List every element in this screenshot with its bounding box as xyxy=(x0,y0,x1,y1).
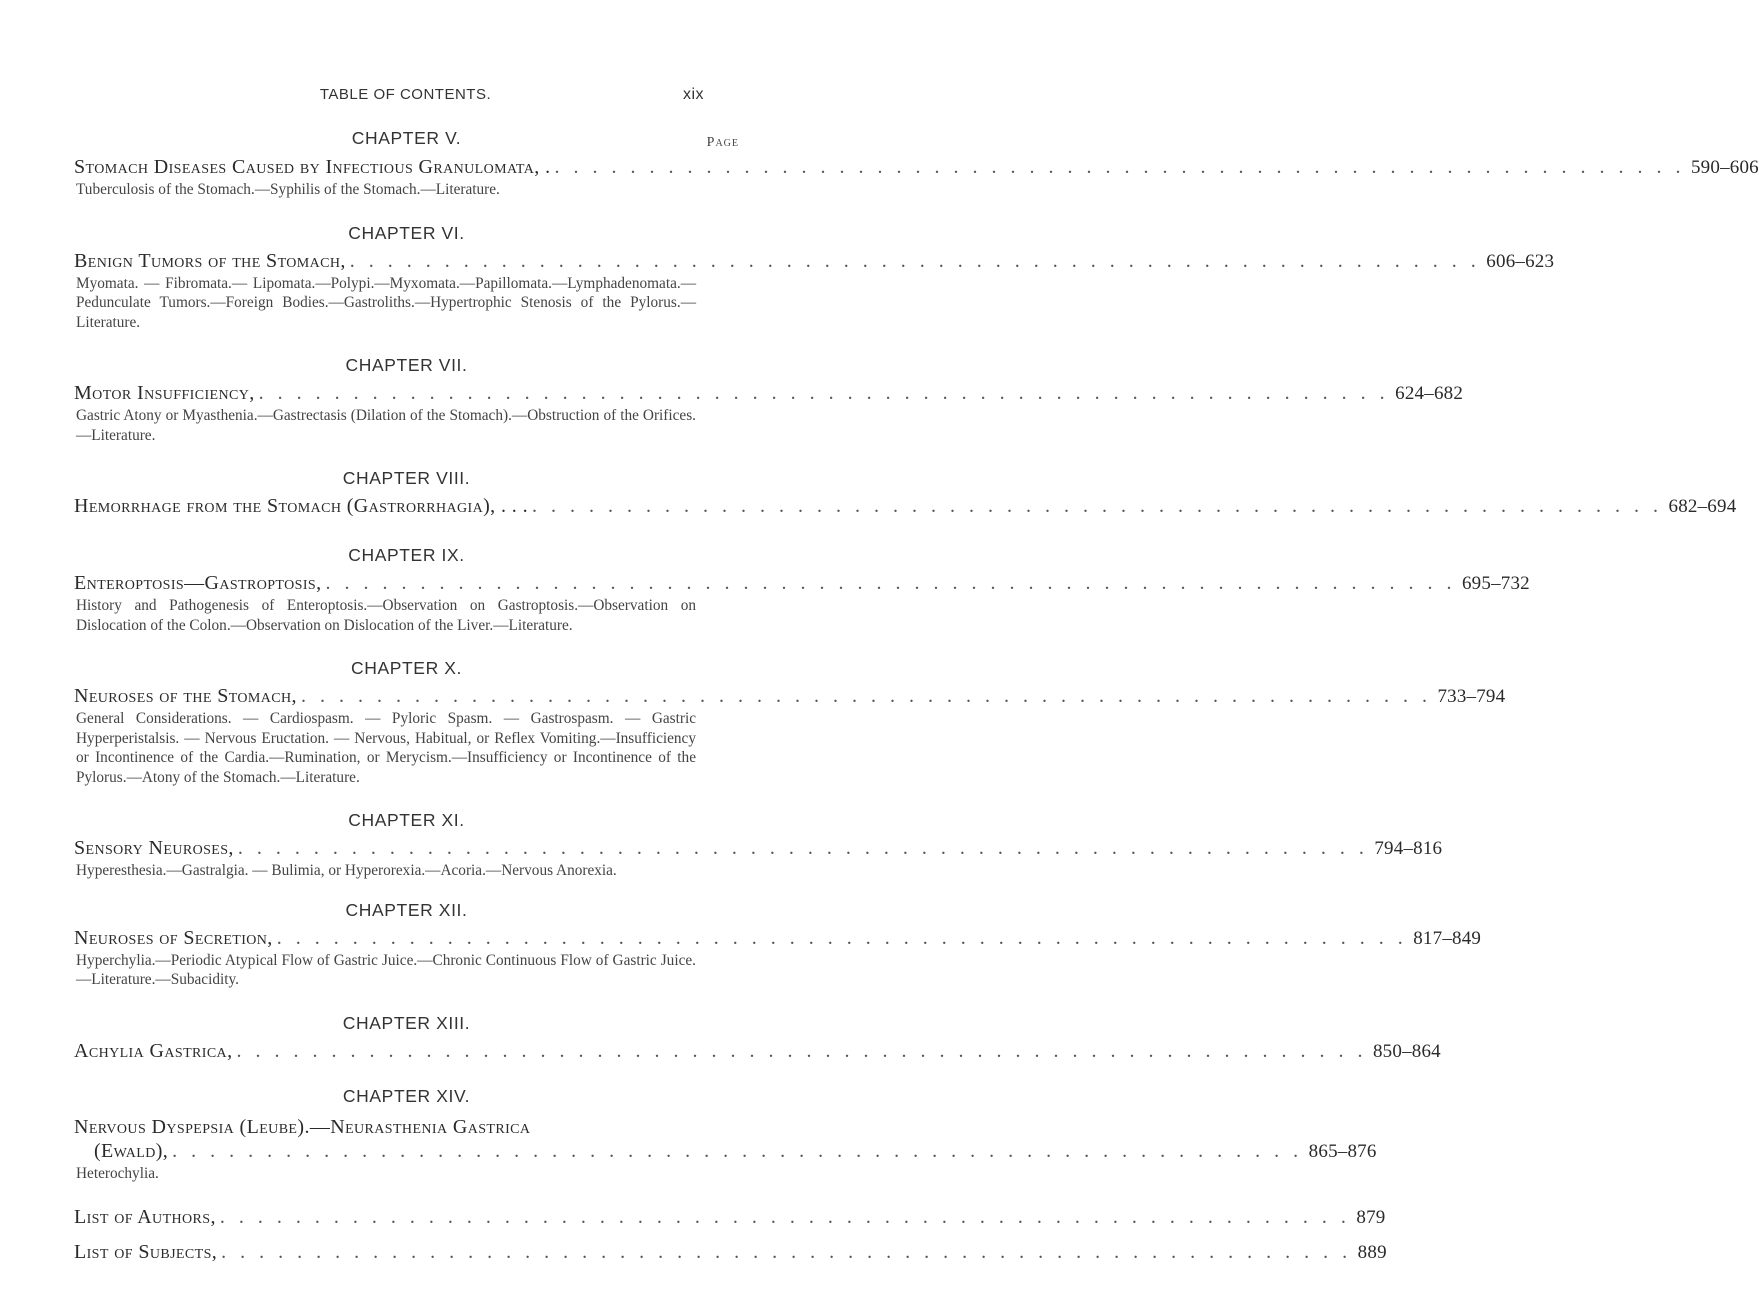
leader-dots: . . . . . . . . . . . . . . . . . . . . . . . . . . . . . . . . . . . . . . . . . . . . . . . . . . . . . . . . . . . . xyxy=(349,249,1481,272)
chapter-description: History and Pathogenesis of Enteroptosis.—Observation on Gastroptosis.—Observation on Dislocation of the Colon.—Observation on Dislocation of the Liver.—Literature. xyxy=(76,597,696,634)
toc-entry-chapter-xii xyxy=(74,898,1482,990)
leader-dots: . . . . . . . . . . . . . . . . . . . . . . . . . . . . . . . . . . . . . . . . . . . . . . . . . . . . . . . . . . . . xyxy=(236,1039,1367,1062)
chapter-heading: CHAPTER VI. xyxy=(348,222,465,243)
chapter-heading: CHAPTER XI. xyxy=(348,810,465,830)
page-range: 733–794 xyxy=(1437,686,1506,707)
page-range: 794–816 xyxy=(1374,838,1443,859)
leader-dots: . . . . . . . . . . . . . . . . . . . . . . . . . . . . . . . . . . . . . . . . . . . . . . . . . . . . . . . . . . . . xyxy=(554,156,1685,178)
leader-dots: . . . . . . . . . . . . . . . . . . . . . . . . . . . . . . . . . . . . . . . . . . . . . . . . . . . . . . . . . . . . xyxy=(532,495,1663,517)
page-range: 865–876 xyxy=(1308,1140,1377,1162)
leader-dots: . . . . . . . . . . . . . . . . . . . . . . . . . . . . . . . . . . . . . . . . . . . . . . . . . . . . . . . . . . . . xyxy=(221,1241,1352,1263)
leader-dots: . . . . . . . . . . . . . . . . . . . . . . . . . . . . . . . . . . . . . . . . . . . . . . . . . . . . . . . . . . . . xyxy=(237,837,1369,859)
leader-dots: . . . . . . . . . . . . . . . . . . . . . . . . . . . . . . . . . . . . . . . . . . . . . . . . . . . . . . . . . . . . xyxy=(172,1139,1303,1162)
back-matter-title: List of Authors, xyxy=(74,1206,216,1228)
list-of-subjects-line xyxy=(74,1240,1387,1265)
chapter-title-line xyxy=(74,571,1530,596)
chapter-title: Motor Insufficiency, xyxy=(74,382,255,404)
chapter-title: Hemorrhage from the Stomach (Gastrorrhagia), . . . xyxy=(74,495,528,517)
leader-dots: . . . . . . . . . . . . . . . . . . . . . . . . . . . . . . . . . . . . . . . . . . . . . . . . . . . . . . . . . . . . xyxy=(258,382,1390,404)
chapter-title-line xyxy=(74,381,1464,406)
chapter-title-line xyxy=(74,1115,739,1139)
running-head-title: TABLE OF CONTENTS. xyxy=(319,86,492,103)
chapter-heading: CHAPTER V. Page xyxy=(74,126,739,151)
chapter-description: Myomata. — Fibromata.— Lipomata.—Polypi.—Myxomata.—Papillomata.—Lymphadenomata.—Pedunculate Tumors.—Foreign Bodies.—Gastroliths.—Hypertrophic Stenosis of the Pylorus.—Literature. xyxy=(76,274,696,331)
chapter-description: Gastric Atony or Myasthenia.—Gastrectasis (Dilation of the Stomach).—Obstruction of the Orifices.—Literature. xyxy=(76,407,696,444)
leader-dots: . . . . . . . . . . . . . . . . . . . . . . . . . . . . . . . . . . . . . . . . . . . . . . . . . . . . . . . . . . . . xyxy=(276,926,1408,949)
page-range: 624–682 xyxy=(1395,383,1464,404)
chapter-description: Heterochylia. xyxy=(76,1164,159,1182)
chapter-heading: CHAPTER XIV. xyxy=(342,1085,471,1106)
back-matter-page: 879 xyxy=(1356,1207,1386,1228)
chapter-title: Benign Tumors of the Stomach, xyxy=(74,249,346,272)
chapter-title: Nervous Dyspepsia (Leube).—Neurasthenia Gastrica xyxy=(74,1115,531,1138)
chapter-title: Stomach Diseases Caused by Infectious Granulomata, . xyxy=(74,156,551,178)
page-range: 850–864 xyxy=(1372,1040,1441,1062)
back-matter-page: 889 xyxy=(1357,1242,1387,1263)
page-range: 606–623 xyxy=(1486,250,1555,272)
chapter-title-line xyxy=(74,1039,1441,1064)
page-range: 695–732 xyxy=(1461,573,1530,594)
chapter-heading: CHAPTER X. xyxy=(350,658,463,678)
toc-entry-chapter-vii xyxy=(74,353,1464,445)
toc-entry-chapter-ix xyxy=(74,543,1530,635)
list-of-authors-line xyxy=(74,1205,1386,1230)
toc-entry-chapter-vi xyxy=(74,221,1555,333)
leader-dots: . . . . . . . . . . . . . . . . . . . . . . . . . . . . . . . . . . . . . . . . . . . . . . . . . . . . . . . . . . . . xyxy=(325,572,1456,594)
page-range: 817–849 xyxy=(1413,927,1482,949)
running-head xyxy=(0,86,801,108)
toc-back-matter xyxy=(74,1205,1387,1265)
chapter-heading: CHAPTER VII. xyxy=(345,355,468,375)
chapter-title-line xyxy=(74,155,1759,180)
chapter-title-line xyxy=(74,249,1555,274)
chapter-description: Hyperesthesia.—Gastralgia. — Bulimia, or Hyperorexia.—Acoria.—Nervous Anorexia. xyxy=(76,862,617,879)
page-column-label: Page xyxy=(706,135,739,150)
chapter-description: Hyperchylia.—Periodic Atypical Flow of Gastric Juice.—Chronic Continuous Flow of Gastric Juice.—Literature.—Subacidity. xyxy=(76,951,696,988)
chapter-title-line xyxy=(74,836,1443,861)
chapter-heading: CHAPTER VIII. xyxy=(342,468,471,488)
chapter-title: Enteroptosis—Gastroptosis, xyxy=(74,572,322,594)
chapter-title: Neuroses of the Stomach, xyxy=(74,685,297,707)
back-matter-title: List of Subjects, xyxy=(74,1241,218,1263)
chapter-title: Achylia Gastrica, xyxy=(74,1039,233,1062)
toc-entry-chapter-v xyxy=(74,126,1759,200)
page-folio: xix xyxy=(683,86,705,103)
chapter-title-line xyxy=(74,926,1482,951)
toc-entry-chapter-viii xyxy=(74,466,1737,519)
chapter-title-line xyxy=(74,494,1737,519)
toc-entry-chapter-xiii xyxy=(74,1011,1441,1064)
toc-entry-chapter-xiv xyxy=(74,1084,1377,1184)
leader-dots: . . . . . . . . . . . . . . . . . . . . . . . . . . . . . . . . . . . . . . . . . . . . . . . . . . . . . . . . . . . . xyxy=(300,685,1432,707)
page-range: 590–606 xyxy=(1690,157,1759,178)
chapter-title: Neuroses of Secretion, xyxy=(74,926,273,949)
chapter-title-line-continued xyxy=(74,1139,1377,1164)
chapter-heading: CHAPTER XII. xyxy=(345,899,468,920)
page-range: 682–694 xyxy=(1668,496,1737,517)
toc-content xyxy=(74,126,1759,1265)
chapter-description: Tuberculosis of the Stomach.—Syphilis of the Stomach.—Literature. xyxy=(76,181,500,198)
chapter-title: Sensory Neuroses, xyxy=(74,837,234,859)
chapter-heading: CHAPTER IX. xyxy=(348,545,465,565)
toc-entry-chapter-xi xyxy=(74,808,1443,881)
chapter-title-line xyxy=(74,684,1506,709)
chapter-description: General Considerations. — Cardiospasm. — Pyloric Spasm. — Gastrospasm. — Gastric Hyperperistalsis. — Nervous Eructation. — Nervous, Habitual, or Reflex Vomiting.—Insufficiency or Incontinence of the Cardia.—Rumination, or Merycism.—Insufficiency or Incontinence of the Pylorus.—Atony of the Stomach.—Literature. xyxy=(76,710,696,786)
chapter-heading: CHAPTER XIII. xyxy=(342,1012,471,1033)
leader-dots: . . . . . . . . . . . . . . . . . . . . . . . . . . . . . . . . . . . . . . . . . . . . . . . . . . . . . . . . . . . . xyxy=(219,1206,1351,1228)
toc-entry-chapter-x xyxy=(74,656,1506,787)
chapter-title-continued: (Ewald), xyxy=(94,1139,169,1162)
